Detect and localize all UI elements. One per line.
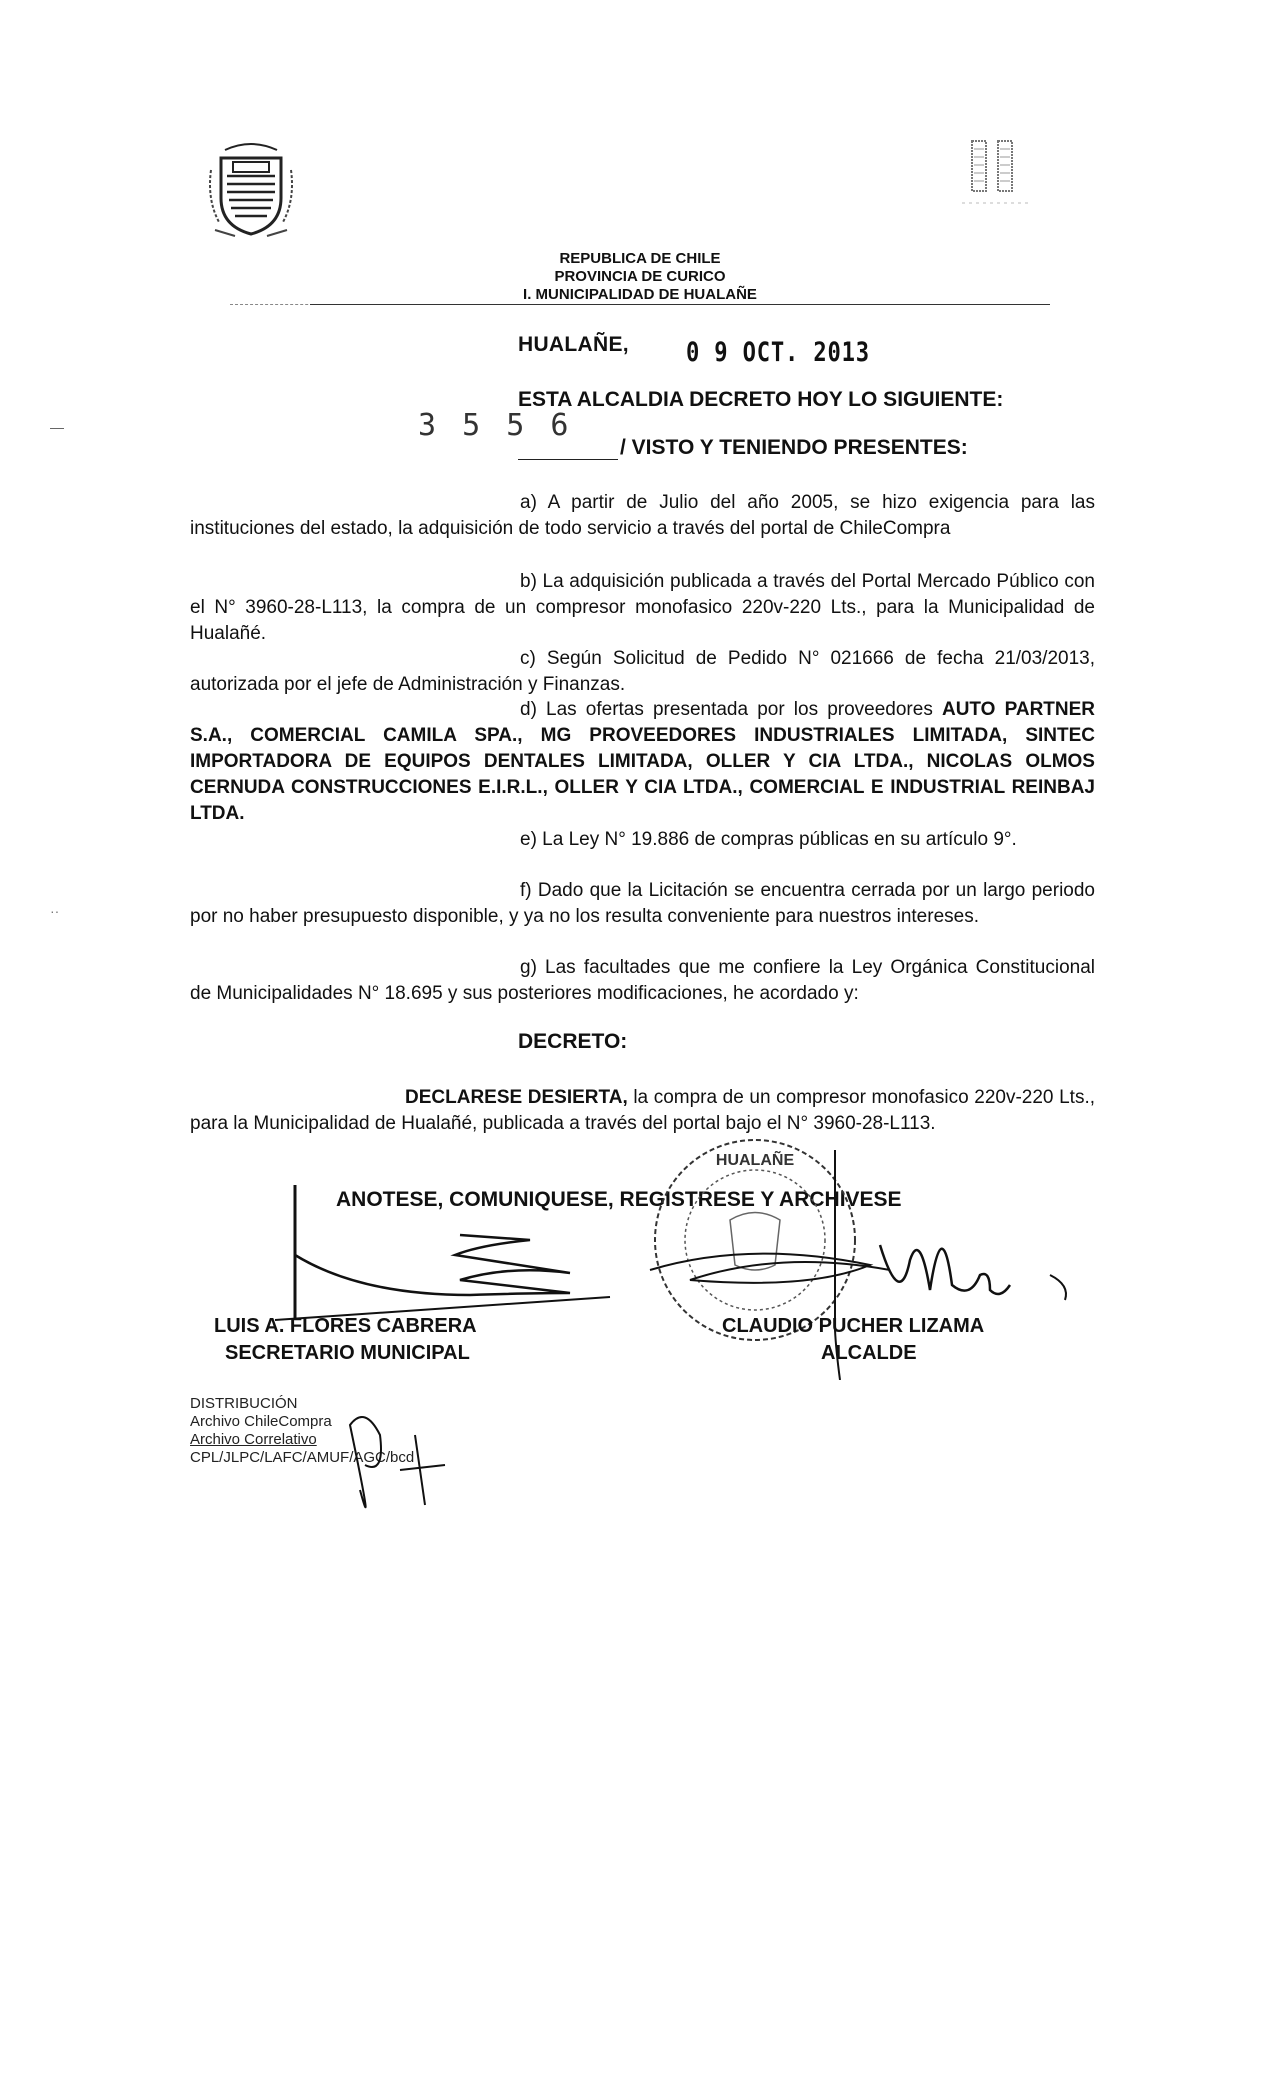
consideration-e: [190, 827, 1095, 853]
letterhead-country: REPUBLICA DE CHILE: [559, 250, 721, 267]
seal-text: HUALAÑE: [715, 1152, 795, 1169]
decree-number-blank: [518, 437, 618, 460]
consideration-e-text: e) La Ley N° 19.886 de compras públicas en su artículo 9°.: [520, 829, 1017, 850]
margin-dots: ··: [50, 903, 60, 919]
distribution-item-correlativo: Archivo Correlativo: [190, 1431, 317, 1448]
decree-intro: ESTA ALCALDIA DECRETO HOY LO SIGUIENTE:: [518, 388, 1004, 411]
page-stamp-icon: [952, 135, 1042, 213]
consideration-b-text: b) La adquisición publicada a través del Portal Mercado Público con el N° 3960-28-L113, la compra de un compresor monofasico 220v-220 Lts., para la Municipalidad de Hualañé.: [190, 571, 1095, 644]
letterhead-province: PROVINCIA DE CURICO: [554, 268, 726, 285]
distribution-initials: CPL/JLPC/LAFC/AMUF/AGC/bcd: [190, 1449, 415, 1466]
margin-mark: [50, 428, 64, 429]
city-label: HUALAÑE,: [518, 333, 629, 356]
distribution-heading: DISTRIBUCIÓN: [190, 1395, 298, 1412]
consideration-f-text: f) Dado que la Licitación se encuentra cerrada por un largo periodo por no haber presupuesto disponible, y ya no los resulta conveniente para nuestros intereses.: [190, 880, 1095, 927]
consideration-f: [190, 878, 1095, 930]
secretary-title: SECRETARIO MUNICIPAL: [225, 1342, 470, 1364]
consideration-c: [190, 646, 1095, 698]
consideration-d-prefix: d) Las ofertas presentada por los proveedores: [520, 699, 933, 720]
municipal-crest-icon: [205, 140, 297, 240]
consideration-d: [190, 697, 1095, 827]
decree-number-stamp: 3 5 5 6: [418, 408, 573, 443]
consideration-a-text: a) A partir de Julio del año 2005, se hizo exigencia para las instituciones del estado, la adquisición de todo servicio a través del portal de ChileCompra: [190, 492, 1095, 539]
initials-scribble-icon: [305, 1395, 475, 1545]
consideration-a: [190, 490, 1095, 542]
consideration-g-text: g) Las facultades que me confiere la Ley Orgánica Constitucional de Municipalidades N° 18.695 y sus posteriores modificaciones, he acordado y:: [190, 957, 1095, 1004]
closing-formula: ANOTESE, COMUNIQUESE, REGISTRESE Y ARCHIVESE: [336, 1188, 902, 1211]
letterhead-municipality: I. MUNICIPALIDAD DE HUALAÑE: [523, 286, 757, 303]
distribution-item-chilecompra: Archivo ChileCompra: [190, 1413, 332, 1430]
resolution-text: la compra de un compresor monofasico 220v-220 Lts., para la Municipalidad de Hualañé, publicada a través del portal bajo el N° 3960-28-L113.: [190, 1087, 1096, 1134]
consideration-d-suppliers: AUTO PARTNER S.A., COMERCIAL CAMILA SPA., MG PROVEEDORES INDUSTRIALES LIMITADA, SINTEC IMPORTADORA DE EQUIPOS DENTALES LIMITADA, OLLER Y CIA LTDA., NICOLAS OLMOS CERNUDA CONSTRUCCIONES E.I.R.L., OLLER Y CIA LTDA., COMERCIAL E INDUSTRIAL REINBAJ LTDA.: [190, 699, 1096, 824]
consideration-b: [190, 569, 1095, 647]
letterhead: [440, 250, 840, 304]
consideration-c-text: c) Según Solicitud de Pedido N° 021666 de fecha 21/03/2013, autorizada por el jefe de Administración y Finanzas.: [190, 648, 1095, 695]
resolution-bold: DECLARESE DESIERTA,: [405, 1087, 628, 1108]
mayor-title: ALCALDE: [821, 1342, 917, 1364]
mayor-name: CLAUDIO PUCHER LIZAMA: [722, 1315, 985, 1337]
secretary-name: LUIS A. FLORES CABRERA: [214, 1315, 477, 1337]
header-divider: [310, 304, 1050, 305]
consideration-g: [190, 955, 1095, 1007]
decreto-heading: DECRETO:: [518, 1030, 628, 1053]
visto-heading: / VISTO Y TENIENDO PRESENTES:: [620, 436, 968, 459]
secretary-signature-icon: [270, 1185, 670, 1325]
date-stamp: 0 9 OCT. 2013: [686, 337, 870, 368]
